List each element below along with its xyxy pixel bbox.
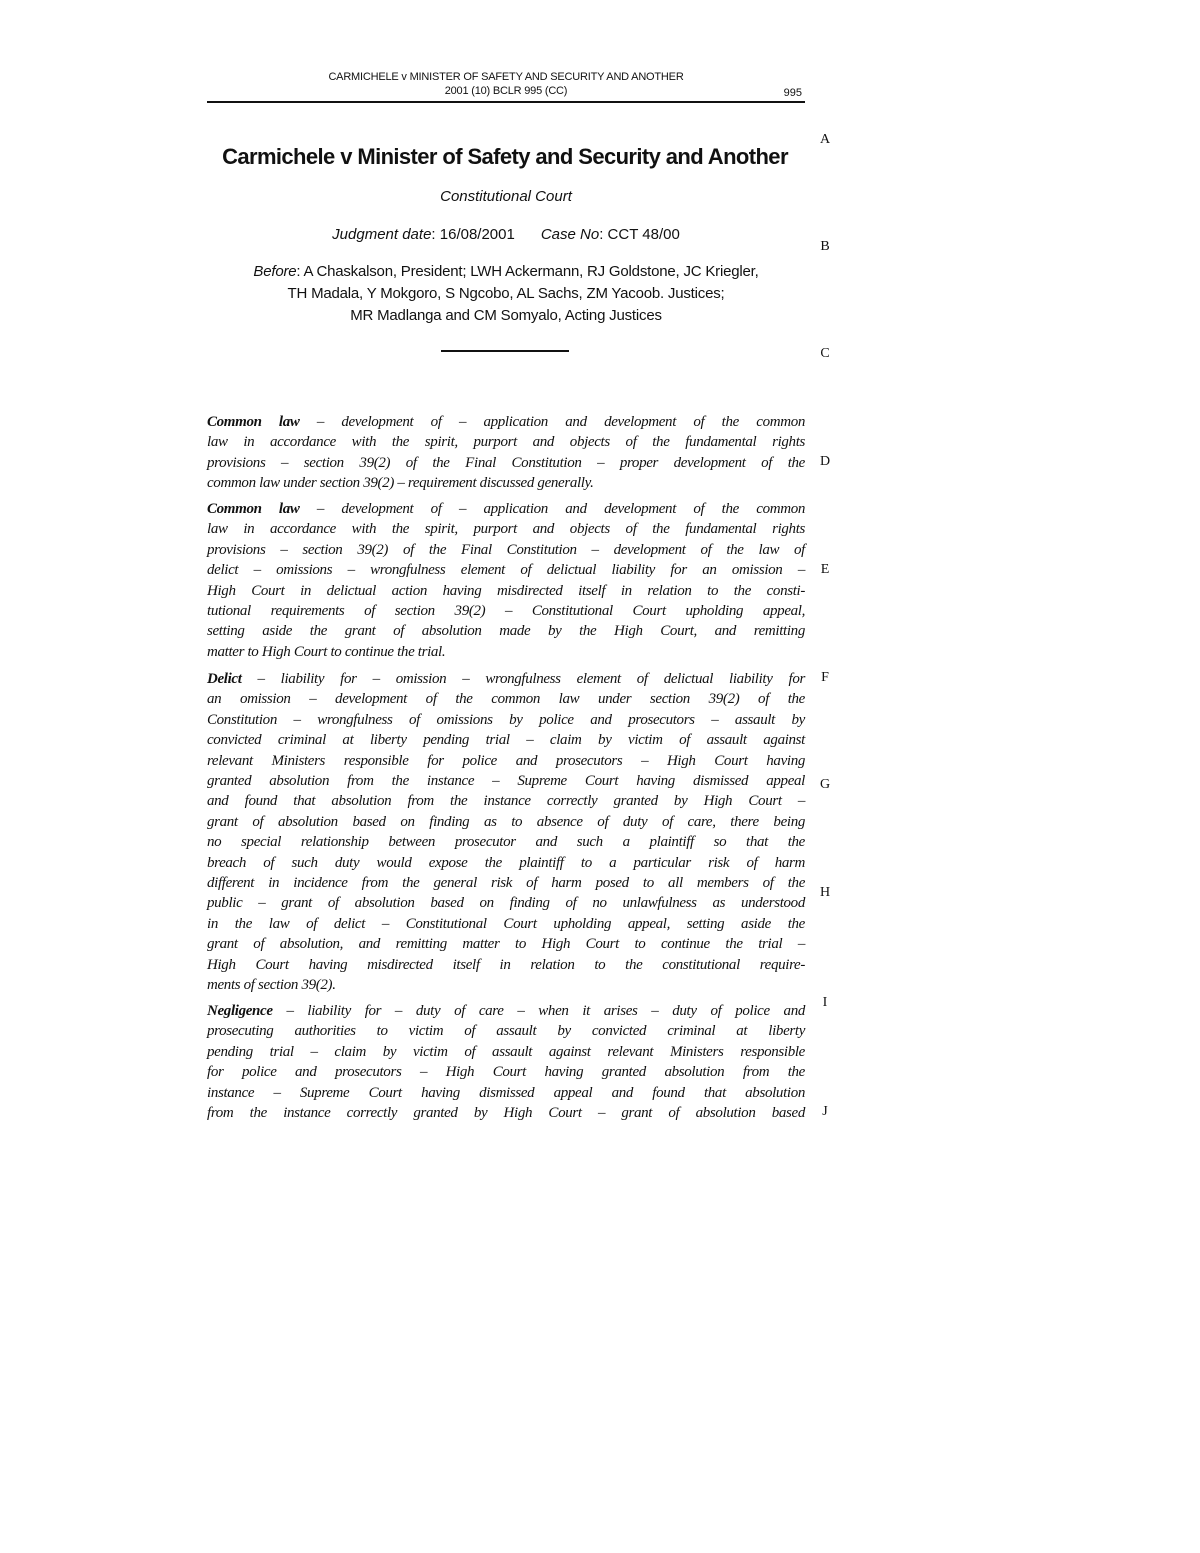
- headnote-paragraph: [207, 499, 805, 662]
- header-rule: [207, 101, 805, 103]
- headnote-line: for police and prosecutors – High Court having granted absolution from the: [207, 1064, 805, 1081]
- case-number-label: Case No: [540, 226, 600, 243]
- headnote-keyword: Negligence: [207, 1003, 273, 1019]
- headnote-line: setting aside the grant of absolution made by the High Court, and remitting: [207, 623, 805, 640]
- headnote-line: law in accordance with the spirit, purport and objects of the fundamental rights: [207, 521, 805, 538]
- headnote-line: High Court in delictual action having misdirected itself in relation to the consti-: [207, 582, 805, 599]
- page-number: 995: [783, 87, 802, 99]
- margin-letter: F: [821, 670, 829, 685]
- title-separator-rule: [441, 350, 569, 352]
- headnote-keyword: Common law: [207, 501, 300, 517]
- bench-line: [207, 261, 805, 283]
- headnote-line: breach of such duty would expose the plaintiff to a particular risk of harm: [207, 854, 805, 871]
- headnote-paragraph: [207, 669, 805, 996]
- headnote-line: public – grant of absolution based on finding of no unlawfulness as understood: [207, 895, 805, 912]
- headnote-line: High Court having misdirected itself in relation to the constitutional require-: [207, 956, 805, 973]
- headnote-line: an omission – development of the common law under section 39(2) of the: [207, 691, 805, 708]
- headnote-line: Common law – development of – application and development of the common: [207, 501, 805, 517]
- margin-letter: G: [819, 777, 831, 792]
- headnote-line: prosecuting authorities to victim of assault by convicted criminal at liberty: [207, 1023, 805, 1040]
- headnote-line: delict – omissions – wrongfulness element of delictual liability for an omission –: [207, 562, 805, 579]
- running-head-title: CARMICHELE v MINISTER OF SAFETY AND SECURITY AND ANOTHER: [328, 71, 684, 83]
- case-number-value: : CCT 48/00: [599, 226, 680, 243]
- bench-label: Before: [253, 263, 297, 280]
- margin-letter: D: [819, 454, 831, 469]
- running-head: [207, 70, 805, 98]
- headnote-line: pending trial – claim by victim of assault against relevant Ministers responsible: [207, 1043, 805, 1060]
- headnote-line: Common law – development of – application and development of the common: [207, 414, 805, 430]
- headnote-line: from the instance correctly granted by High Court – grant of absolution based: [207, 1105, 805, 1122]
- bench-judges: : A Chaskalson, President; LWH Ackermann, RJ Goldstone, JC Kriegler,: [296, 263, 759, 280]
- margin-letter: E: [820, 562, 830, 577]
- headnote-line: Delict – liability for – omission – wrongfulness element of delictual liability for: [207, 671, 805, 687]
- bench-line: TH Madala, Y Mokgoro, S Ngcobo, AL Sachs, ZM Yacoob. Justices;: [287, 285, 725, 302]
- headnote-line: matter to High Court to continue the trial.: [207, 643, 446, 660]
- headnote-line: convicted criminal at liberty pending trial – claim by victim of assault against: [207, 732, 805, 749]
- headnote-line: relevant Ministers responsible for police and prosecutors – High Court having: [207, 752, 805, 769]
- judgment-date-value: : 16/08/2001: [431, 226, 515, 243]
- headnote-line: in the law of delict – Constitutional Court upholding appeal, setting aside the: [207, 915, 805, 932]
- headnote-line: different in incidence from the general risk of harm posed to all members of the: [207, 875, 805, 892]
- margin-letter: H: [819, 885, 831, 900]
- margin-letter: A: [819, 132, 831, 147]
- headnote-line: granted absolution from the instance – Supreme Court having dismissed appeal: [207, 773, 805, 790]
- headnote-line: and found that absolution from the instance correctly granted by High Court –: [207, 793, 805, 810]
- headnote-line: grant of absolution based on finding as to absence of duty of care, there being: [207, 813, 805, 830]
- margin-letter: J: [822, 1104, 828, 1119]
- headnote-line: provisions – section 39(2) of the Final Constitution – proper development of the: [207, 454, 805, 471]
- headnote-line: tutional requirements of section 39(2) – Constitutional Court upholding appeal,: [207, 603, 805, 620]
- headnote-line: ments of section 39(2).: [207, 977, 336, 994]
- headnote-line: common law under section 39(2) – requirement discussed generally.: [207, 475, 594, 492]
- margin-letter: I: [822, 995, 828, 1010]
- headnote-keyword: Common law: [207, 414, 300, 430]
- bench-line: MR Madlanga and CM Somyalo, Acting Justices: [350, 307, 662, 324]
- headnote-line: grant of absolution, and remitting matter to High Court to continue the trial –: [207, 936, 805, 953]
- headnote-line: Constitution – wrongfulness of omissions by police and prosecutors – assault by: [207, 711, 805, 728]
- headnote-line: no special relationship between prosecutor and such a plaintiff so that the: [207, 834, 805, 851]
- headnote-line: law in accordance with the spirit, purport and objects of the fundamental rights: [207, 434, 805, 451]
- court-name: Constitutional Court: [440, 188, 572, 205]
- judgment-date-label: Judgment date: [332, 226, 432, 243]
- headnote-line: instance – Supreme Court having dismissed appeal and found that absolution: [207, 1084, 805, 1101]
- running-head-citation: 2001 (10) BCLR 995 (CC): [444, 85, 568, 97]
- judgment-info: [207, 225, 805, 245]
- headnote-line: provisions – section 39(2) of the Final Constitution – development of the law of: [207, 541, 805, 558]
- case-title: Carmichele v Minister of Safety and Security and Another: [222, 144, 788, 169]
- margin-letter: C: [820, 346, 830, 361]
- headnote-paragraph: [207, 1001, 805, 1123]
- headnote-paragraph: [207, 412, 805, 494]
- headnote-keyword: Delict: [207, 671, 242, 687]
- margin-letter: B: [820, 239, 830, 254]
- headnote-line: Negligence – liability for – duty of care – when it arises – duty of police and: [207, 1003, 805, 1019]
- bench: [207, 261, 805, 327]
